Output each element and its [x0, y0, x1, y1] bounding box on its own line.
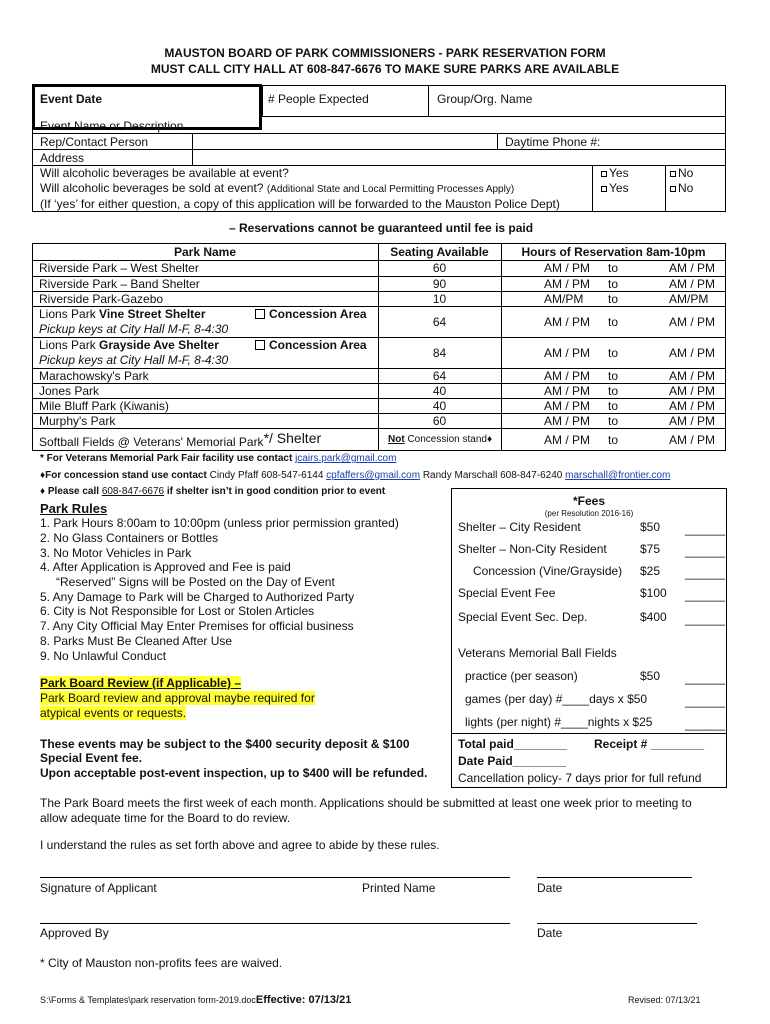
lights-label: lights (per night) #____nights x $25	[465, 715, 653, 729]
park-name: Jones Park	[39, 384, 100, 398]
seating-value: 60	[432, 261, 447, 275]
seating-value: 40	[432, 399, 447, 413]
checkbox-icon	[601, 186, 607, 192]
time-from[interactable]: AM / PM	[544, 433, 591, 447]
alcohol-available-yes[interactable]: Yes	[601, 166, 629, 180]
time-until[interactable]: AM / PM	[669, 369, 716, 383]
time-until[interactable]: AM / PM	[669, 384, 716, 398]
rule-item: 5. Any Damage to Park will be Charged to Authorized Party	[40, 590, 355, 604]
park-pickup-note: Pickup keys at City Hall M-F, 8-4:30	[39, 322, 229, 336]
group-org-label: Group/Org. Name	[437, 92, 533, 106]
fee-blank[interactable]: ______	[685, 522, 726, 536]
deposit-text-2: Special Event fee.	[40, 751, 143, 765]
revised-date: Revised: 07/13/21	[628, 995, 701, 1005]
event-name-label: Event Name or Description	[40, 119, 184, 133]
time-to-label: to	[608, 261, 619, 275]
park-name: Softball Fields @ Veterans' Memorial Park*/ Shelter	[39, 430, 322, 449]
signature-date-label: Date	[537, 881, 563, 895]
time-to-label: to	[608, 433, 619, 447]
deposit-text-1: These events may be subject to the $400 security deposit & $100	[40, 737, 410, 751]
time-to-label: to	[608, 414, 619, 428]
fee-amount: $100	[640, 586, 667, 600]
time-from[interactable]: AM/PM	[544, 292, 584, 306]
time-from[interactable]: AM / PM	[544, 384, 591, 398]
time-until[interactable]: AM / PM	[669, 346, 716, 360]
park-name: Riverside Park – West Shelter	[39, 261, 199, 275]
lights-blank[interactable]: ______	[685, 717, 726, 731]
approved-date-label: Date	[537, 926, 563, 940]
approved-date-line[interactable]	[537, 923, 697, 924]
checkbox-icon	[255, 309, 265, 319]
checkbox-icon	[255, 340, 265, 350]
concession-area-option[interactable]: Concession Area	[255, 307, 367, 321]
time-to-label: to	[608, 399, 619, 413]
fee-notice: – Reservations cannot be guaranteed until fee is paid	[229, 221, 534, 235]
fee-blank[interactable]: ______	[685, 566, 726, 580]
time-until[interactable]: AM / PM	[669, 261, 716, 275]
practice-blank[interactable]: ______	[685, 671, 726, 685]
rule-item: 6. City is Not Responsible for Lost or Stolen Articles	[40, 604, 315, 618]
alcohol-available-no[interactable]: No	[670, 166, 693, 180]
review-text-1: Park Board review and approval maybe required for	[40, 691, 315, 705]
form-subtitle: MUST CALL CITY HALL AT 608-847-6676 TO MAKE SURE PARKS ARE AVAILABLE	[150, 62, 620, 76]
park-name: Riverside Park – Band Shelter	[39, 277, 200, 291]
signature-label: Signature of Applicant	[40, 881, 157, 895]
rule-item: 3. No Motor Vehicles in Park	[40, 546, 192, 560]
printed-name-label: Printed Name	[362, 881, 436, 895]
date-paid[interactable]: Date Paid________	[458, 754, 567, 768]
park-pickup-note: Pickup keys at City Hall M-F, 8-4:30	[39, 353, 229, 367]
col-seating: Seating Available	[390, 245, 489, 259]
rule-item: 8. Parks Must Be Cleaned After Use	[40, 634, 233, 648]
alcohol-available-question: Will alcoholic beverages be available at event?	[40, 166, 289, 180]
review-title: Park Board Review (if Applicable) –	[40, 676, 241, 690]
fee-label: Shelter – City Resident	[458, 520, 581, 534]
time-from[interactable]: AM / PM	[544, 346, 591, 360]
fee-amount: $25	[640, 564, 661, 578]
shelter-condition-note: ♦ Please call 608-847-6676 if shelter isn’t in good condition prior to event	[40, 486, 386, 497]
practice-amount: $50	[640, 669, 661, 683]
seating-value: 10	[432, 292, 447, 306]
rules-title: Park Rules	[40, 501, 108, 516]
time-from[interactable]: AM / PM	[544, 261, 591, 275]
alcohol-sold-no[interactable]: No	[670, 181, 693, 195]
time-to-label: to	[608, 315, 619, 329]
fee-blank[interactable]: ______	[685, 544, 726, 558]
nonprofit-note: * City of Mauston non-profits fees are waived.	[40, 956, 283, 970]
people-expected-label: # People Expected	[268, 92, 369, 106]
col-hours: Hours of Reservation 8am-10pm	[521, 245, 706, 259]
rule-item: 1. Park Hours 8:00am to 10:00pm (unless prior permission granted)	[40, 516, 399, 530]
park-name: Lions Park Grayside Ave Shelter	[39, 338, 219, 352]
receipt-number[interactable]: Receipt # ________	[594, 737, 705, 751]
time-from[interactable]: AM / PM	[544, 369, 591, 383]
time-until[interactable]: AM / PM	[669, 399, 716, 413]
time-to-label: to	[608, 369, 619, 383]
seating-value: 64	[432, 315, 447, 329]
practice-label: practice (per season)	[465, 669, 578, 683]
seating-value: 84	[432, 346, 447, 360]
alcohol-sold-yes[interactable]: Yes	[601, 181, 629, 195]
signature-line[interactable]	[40, 877, 510, 878]
veterans-contact: * For Veterans Memorial Park Fair facility use contact jcairs.park@gmail.com	[40, 453, 397, 464]
meeting-text-2: allow adequate time for the Board to do review.	[40, 811, 291, 825]
address-label: Address	[40, 151, 85, 165]
time-to-label: to	[608, 346, 619, 360]
time-until[interactable]: AM / PM	[669, 315, 716, 329]
park-name: Murphy's Park	[39, 414, 116, 428]
time-until[interactable]: AM / PM	[669, 414, 716, 428]
alcohol-sold-question: Will alcoholic beverages be sold at event?	[40, 181, 264, 195]
fee-amount: $75	[640, 542, 661, 556]
seating-value: 90	[432, 277, 447, 291]
fee-blank[interactable]: ______	[685, 612, 726, 626]
checkbox-icon	[601, 171, 607, 177]
veterans-fields-title: Veterans Memorial Ball Fields	[458, 646, 617, 660]
time-until[interactable]: AM/PM	[669, 292, 709, 306]
alcohol-police-note: (If ‘yes’ for either question, a copy of this application will be forwarded to the Mauston Police Dept)	[40, 197, 560, 211]
cancellation-policy: Cancellation policy- 7 days prior for full refund	[458, 771, 702, 785]
concession-area-option[interactable]: Concession Area	[255, 338, 367, 352]
seating-value: 40	[432, 384, 447, 398]
total-paid[interactable]: Total paid________	[458, 737, 568, 751]
checkbox-icon	[670, 171, 676, 177]
park-name: Marachowsky's Park	[39, 369, 149, 383]
fee-amount: $50	[640, 520, 661, 534]
park-name: Lions Park Vine Street Shelter	[39, 307, 206, 321]
time-from[interactable]: AM / PM	[544, 277, 591, 291]
fee-blank[interactable]: ______	[685, 588, 726, 602]
signature-date-line[interactable]	[537, 877, 692, 878]
rule-item: 7. Any City Official May Enter Premises for official business	[40, 619, 354, 633]
time-from[interactable]: AM / PM	[544, 315, 591, 329]
cindy-email-link[interactable]: cpfaffers@gmail.com	[326, 470, 421, 481]
time-from[interactable]: AM / PM	[544, 399, 591, 413]
form-title: MAUSTON BOARD OF PARK COMMISSIONERS - PARK RESERVATION FORM	[164, 46, 606, 60]
time-until[interactable]: AM / PM	[669, 433, 716, 447]
rule-item: 2. No Glass Containers or Bottles	[40, 531, 219, 545]
rule-item: “Reserved” Signs will be Posted on the Day of Event	[56, 575, 335, 589]
fee-label: Shelter – Non-City Resident	[458, 542, 607, 556]
games-label: games (per day) #____days x $50	[465, 692, 648, 706]
park-name: Mile Bluff Park (Kiwanis)	[39, 399, 169, 413]
event-date-label: Event Date	[40, 92, 103, 106]
time-to-label: to	[608, 384, 619, 398]
meeting-text-1: The Park Board meets the first week of each month. Applications should be submitted at least one week prior to meeting to	[40, 796, 692, 810]
concession-contact: ♦For concession stand use contact Cindy Pfaff 608-547-6144 cpfaffers@gmail.com Randy Marschall 608-847-6240 marschall@frontier.com	[40, 470, 671, 481]
checkbox-icon	[670, 186, 676, 192]
seating-value: 60	[432, 414, 447, 428]
rule-item: 4. After Application is Approved and Fee is paid	[40, 560, 291, 574]
time-to-label: to	[608, 277, 619, 291]
seating-value: 64	[432, 369, 447, 383]
daytime-phone-label: Daytime Phone #:	[505, 135, 601, 149]
approved-line[interactable]	[40, 923, 510, 924]
fees-title: *Fees	[572, 494, 606, 508]
fee-amount: $400	[640, 610, 667, 624]
review-text-2: atypical events or requests.	[40, 706, 187, 720]
games-blank[interactable]: ______	[685, 694, 726, 708]
col-park-name: Park Name	[173, 245, 237, 259]
alcohol-sold-note: (Additional State and Local Permitting Processes Apply)	[266, 184, 515, 195]
fee-label: Concession (Vine/Grayside)	[473, 564, 623, 578]
concession-stand-note: Not Concession stand♦	[388, 434, 493, 445]
randy-email-link[interactable]: marschall@frontier.com	[565, 470, 671, 481]
agreement-text: I understand the rules as set forth above and agree to abide by these rules.	[40, 838, 440, 852]
time-until[interactable]: AM / PM	[669, 277, 716, 291]
rule-item: 9. No Unlawful Conduct	[40, 649, 167, 663]
veterans-email-link[interactable]: jcairs.park@gmail.com	[295, 453, 397, 464]
fee-label: Special Event Fee	[458, 586, 556, 600]
fee-label: Special Event Sec. Dep.	[458, 610, 588, 624]
approved-label: Approved By	[40, 926, 109, 940]
rep-contact-label: Rep/Contact Person	[40, 135, 149, 149]
time-to-label: to	[608, 292, 619, 306]
deposit-text-3: Upon acceptable post-event inspection, up to $400 will be refunded.	[40, 766, 428, 780]
file-path: S:\Forms & Templates\park reservation form-2019.docEffective: 07/13/21	[40, 994, 352, 1006]
time-from[interactable]: AM / PM	[544, 414, 591, 428]
fees-resolution: (per Resolution 2016-16)	[544, 509, 634, 518]
park-name: Riverside Park-Gazebo	[39, 292, 164, 306]
